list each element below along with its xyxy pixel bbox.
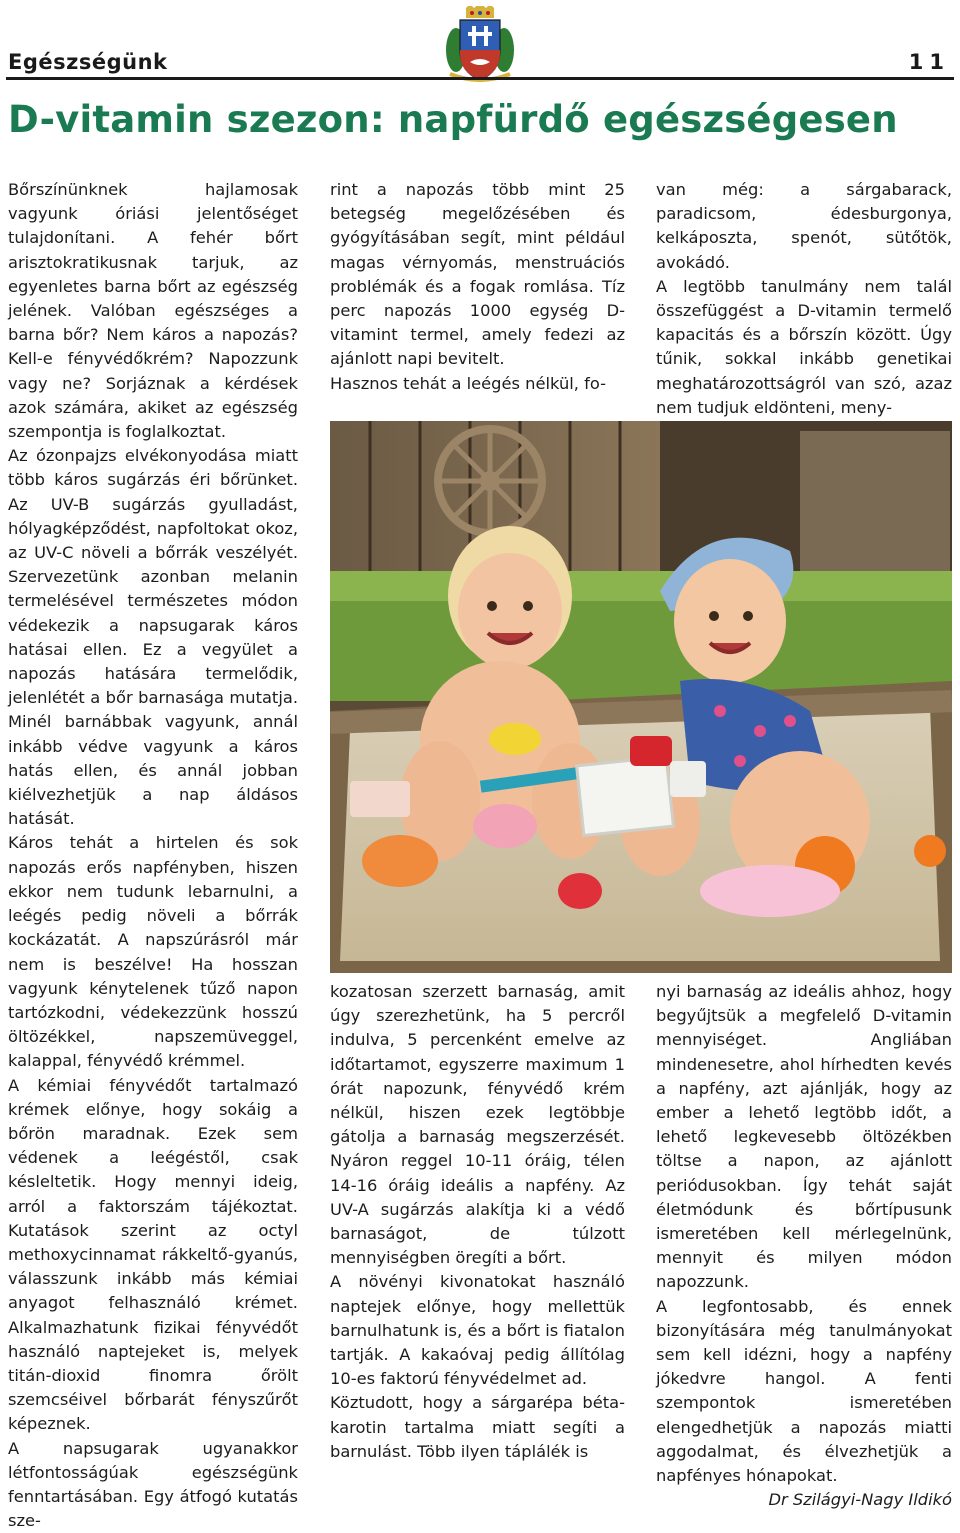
paragraph: A legtöbb tanulmány nem talál összefüggést a D-vitamin termelő kapacitás és a bőrszín között. Úgy tűnik, sokkal inkább genetikai meghatározottságról van szó, azaz nem tudjuk eldönteni, meny- xyxy=(656,276,952,417)
article-title: D-vitamin szezon: napfürdő egészségesen xyxy=(8,98,898,141)
page-number: 11 xyxy=(908,50,950,74)
paragraph: A napsugarak ugyanakkor létfontosságúak egészségünk fenntartásában. Egy átfogó kutatás sze- xyxy=(8,1438,298,1531)
paragraph: Az ózonpajzs elvékonyodása miatt több káros sugárzás éri bőrünket. Az UV-B sugárzás gyulladást, hólyagképződést, napfoltokat okoz, az UV-C növeli a bőrrák veszélyét. Szervezetünk azonban melanin termelésével természetes módon védekezik a napsugarak káros hatásai ellen. Ez a vegyület a napozás hatására termelődik, jelenlétét a bőr barnasága mutatja. Minél barnábbak vagyunk, annál inkább védve vagyunk a káros hatás ellen, és annál jobban kiélvezhetjük a nap áldásos hatását. xyxy=(8,446,298,829)
article-photo-children-sandbox xyxy=(330,421,952,973)
paragraph: van még: a sárgabarack, paradicsom, édesburgonya, kelkáposzta, spenót, sütőtök, avokádó. xyxy=(656,180,952,272)
paragraph: nyi barnaság az ideális ahhoz, hogy begyűjtsük a megfelelő D-vitamin mennyiséget. Angliában mindenesetre, ahol hírhedten kevés a napfény, azt ajánlják, hogy az ember a lehető legtöbb időt, a lehető legkevesebb öltözékben töltse a napon, az ajánlott periódusokban. Így tehát saját életmódunk és bőrtípusunk ismeretében kell mérlegelnünk, mennyit és milyen módon napozzunk. xyxy=(656,982,952,1292)
coat-of-arms-icon xyxy=(444,6,516,82)
article-column-3-bottom xyxy=(656,980,952,1512)
paragraph: Hasznos tehát a leégés nélkül, fo- xyxy=(330,373,607,393)
paragraph: A legfontosabb, és ennek bizonyítására még tanulmányokat sem kell idézni, hogy a napfény jókedvre hangol. A fenti szempontok ismeretében elengedhetjük a napozás miatti aggodalmat, és élvezhetjük a napfényes hónapokat. xyxy=(656,1296,952,1486)
header-divider xyxy=(6,77,954,80)
paragraph: Káros tehát a hirtelen és sok napozás erős napfényben, hiszen ekkor nem tudunk lebarnulni, a leégés pedig növeli a bőrrák kockázatát. A napszúrásról már nem is beszélve! Ha hosszan vagyunk kénytelenek tűző napon tartózkodni, védekezzünk hosszú öltözékkel, napszemüveggel, kalappal, fényvédő krémmel. xyxy=(8,833,298,1071)
article-column-1 xyxy=(8,178,298,1533)
paragraph: kozatosan szerzett barnaság, amit úgy szerezhetünk, ha 5 percről indulva, 5 percenként emelve az időtartamot, egyszerre maximum 1 órát napozunk, fényvédő krém nélkül, hiszen ezek legtöbbje gátolja a barnaság megszerzését. Nyáron reggel 10-11 óráig, télen 14-16 óráig ideális a napfény. Az UV-A sugárzás alakítja ki a védő barnaságot, de túlzott mennyiségben öregíti a bőrt. xyxy=(330,982,625,1268)
paragraph: rint a napozás több mint 25 betegség megelőzésében és gyógyításában segít, mint például magas vérnyomás, menstruációs problémák és a fogak romlása. Tíz perc napozás 1000 egység D-vitamint termel, amely fedezi az ajánlott napi bevitelt. xyxy=(330,180,625,369)
article-column-2-bottom xyxy=(330,980,625,1464)
article-column-2-top xyxy=(330,178,625,396)
paragraph: Bőrszínünknek hajlamosak vagyunk óriási jelentőséget tulajdonítani. A fehér bőrt arisztokratikusnak tarjuk, az egyenletes barna bőrt az egészség jelének. Valóban egészséges a barna bőr? Nem káros a napozás? Kell-e fényvédőkrém? Napozzunk vagy ne? Sorjáznak a kérdések azok számára, akiket az egészség szempontja is foglalkoztat. xyxy=(8,180,298,442)
paragraph: A növényi kivonatokat használó naptejek előnye, hogy mellettük barnulhatunk is, és a bőrt is fiatalon tartják. A kakaóvaj pedig állítólag 10-es faktorú fényvédelmet ad. xyxy=(330,1272,625,1389)
article-column-3-top xyxy=(656,178,952,420)
section-label: Egészségünk xyxy=(8,50,168,74)
author-signature: Dr Szilágyi-Nagy Ildikó xyxy=(768,1490,952,1510)
paragraph: A kémiai fényvédőt tartalmazó krémek előnye, hogy sokáig a bőrön maradnak. Ezek sem védenek a leégéstől, csak késleltetik. Hogy mennyi ideig, arról a faktorszám tájékoztat. Kutatások szerint az octyl methoxycinnamat rákkeltő-gyanús, válasszunk inkább más kémiai anyagot felhasználó krémet. Alkalmazhatunk fizikai fényvédőt használó naptejeket is, melyek titán-dioxid finomra őrölt szemcséivel bőrbarát fényszűrőt képeznek. xyxy=(8,1075,298,1434)
paragraph: Köztudott, hogy a sárgarépa béta-karotin tartalma miatt segíti a barnulást. Több ilyen táplálék is xyxy=(330,1393,625,1461)
